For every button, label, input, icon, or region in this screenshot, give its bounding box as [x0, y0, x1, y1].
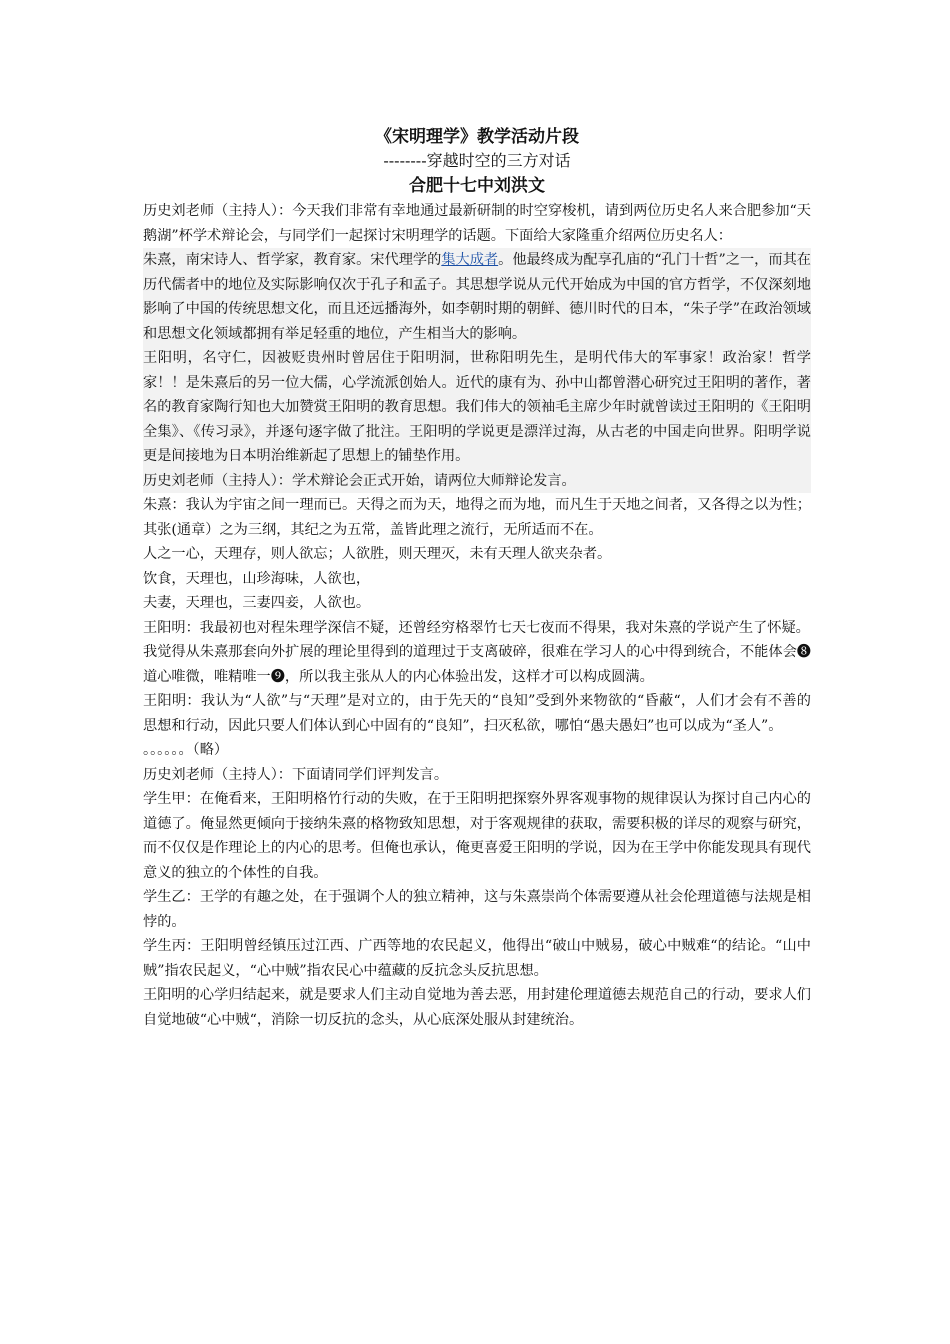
zhu-xi-statement: 朱熹：我认为宇宙之间一理而已。天得之而为天，地得之而为地，而凡生于天地之间者，又各得之以为性；其张(通章）之为三纲，其纪之为五常，盖皆此理之流行，无所适而不在。	[143, 497, 811, 538]
document-title: 《宋明理学》教学活动片段	[375, 127, 579, 147]
student-a-comment: 学生甲：在俺看来，王阳明格竹行动的失败，在于王阳明把探察外界客观事物的规律误认为探讨自己内心的道德了。俺显然更倾向于接纳朱熹的格物致知思想，对于客观规律的获取，需要积极的详尽的观察与研究，而不仅仅是作理论上的内心的思考。但俺也承认，俺更喜爱王阳明的学说，因为在王学中你能发现具有现代意义的独立的个体性的自我。	[143, 791, 811, 881]
student-c-comment: 学生丙：王阳明曾经镇压过江西、广西等地的农民起义，他得出“破山中贼易，破心中贼难“的结论。“山中贼”指农民起义，“心中贼”指农民心中蕴藏的反抗念头反抗思想。	[143, 938, 811, 979]
host-invite-students: 历史刘老师（主持人）：下面请同学们评判发言。	[143, 766, 449, 783]
jidacheng-link[interactable]: 集大成者	[441, 252, 499, 268]
host-open-debate: 历史刘老师（主持人）：学术辩论会正式开始，请两位大师辩论发言。	[143, 472, 576, 489]
wang-yangming-intro: 王阳明，名守仁，因被贬贵州时曾居住于阳明洞，世称阳明先生，是明代伟大的军事家！政治家！哲学家！！是朱熹后的另一位大儒，心学流派创始人。近代的康有为、孙中山都曾潜心研究过王阳明的著作，著名的教育家陶行知也大加赞赏王阳明的教育思想。我们伟大的领袖毛主席少年时就曾读过王阳明的《王阳明全集》、《传习录》，并逐句逐字做了批注。王阳明的学说更是漂洋过海，从古老的中国走向世界。阳明学说更是间接地为日本明治维新起了思想上的铺垫作用。	[143, 350, 811, 464]
zhu-xi-intro-after: 。他最终成为配享孔庙的“孔门十哲”之一，而其在历代儒者中的地位及实际影响仅次于孔子和孟子。其思想学说从元代开始成为中国的官方哲学，不仅深刻地影响了中国的传统思想文化，而且还远播海外，如李朝时期的朝鲜、德川时代的日本，“朱子学”在政治领域和思想文化领域都拥有举足轻重的地位，产生相当大的影响。	[143, 252, 811, 342]
conclusion-paragraph: 王阳明的心学归结起来，就是要求人们主动自觉地为善去恶，用封建伦理道德去规范自己的行动，要求人们自觉地破“心中贼“，消除一切反抗的念头，从心底深处服从封建统治。	[143, 987, 811, 1028]
zhu-xi-line: 饮食，天理也，山珍海味，人欲也，	[143, 570, 371, 587]
omitted-marker: 。。。。。。（略）	[143, 742, 229, 758]
document-subtitle: --------穿越时空的三方对话	[383, 151, 571, 170]
zhu-xi-intro-before: 朱熹，南宋诗人、哲学家，教育家。宋代理学的	[143, 252, 442, 268]
zhu-xi-intro	[143, 248, 811, 346]
document-page	[143, 125, 811, 1032]
document-author: 合肥十七中刘洪文	[409, 176, 545, 196]
host-introduction: 历史刘老师（主持人）：今天我们非常有幸地通过最新研制的时空穿梭机，请到两位历史名人来合肥参加“天鹅湖”杯学术辩论会，与同学们一起探讨宋明理学的话题。下面给大家隆重介绍两位历史名人：	[143, 203, 811, 244]
student-b-comment: 学生乙：王学的有趣之处，在于强调个人的独立精神，这与朱熹崇尚个体需要遵从社会伦理道德与法规是相悖的。	[143, 889, 811, 930]
wang-yangming-statement: 王阳明：我最初也对程朱理学深信不疑，还曾经穷格翠竹七天七夜而不得果，我对朱熹的学说产生了怀疑。	[143, 619, 810, 636]
zhu-xi-line: 夫妻，天理也，三妻四妾，人欲也。	[143, 595, 371, 611]
wang-yangming-statement: 王阳明：我认为“人欲”与“天理”是对立的，由于先天的“良知”受到外来物欲的“昏蔽“，人们才会有不善的思想和行动，因此只要人们体认到心中固有的“良知”，扫灭私欲，哪怕“愚夫愚妇”也可以成为“圣人”。	[143, 693, 811, 734]
zhu-xi-line: 人之一心，天理存，则人欲忘；人欲胜，则天理灭，未有天理人欲夹杂者。	[143, 546, 612, 562]
shaded-section	[143, 248, 811, 493]
wang-yangming-statement: 我觉得从朱熹那套向外扩展的理论里得到的道理过于支离破碎，很难在学习人的心中得到统合，不能体会❽道心唯微，唯精唯一❾，所以我主张从人的内心体验出发，这样才可以构成圆满。	[143, 644, 811, 685]
